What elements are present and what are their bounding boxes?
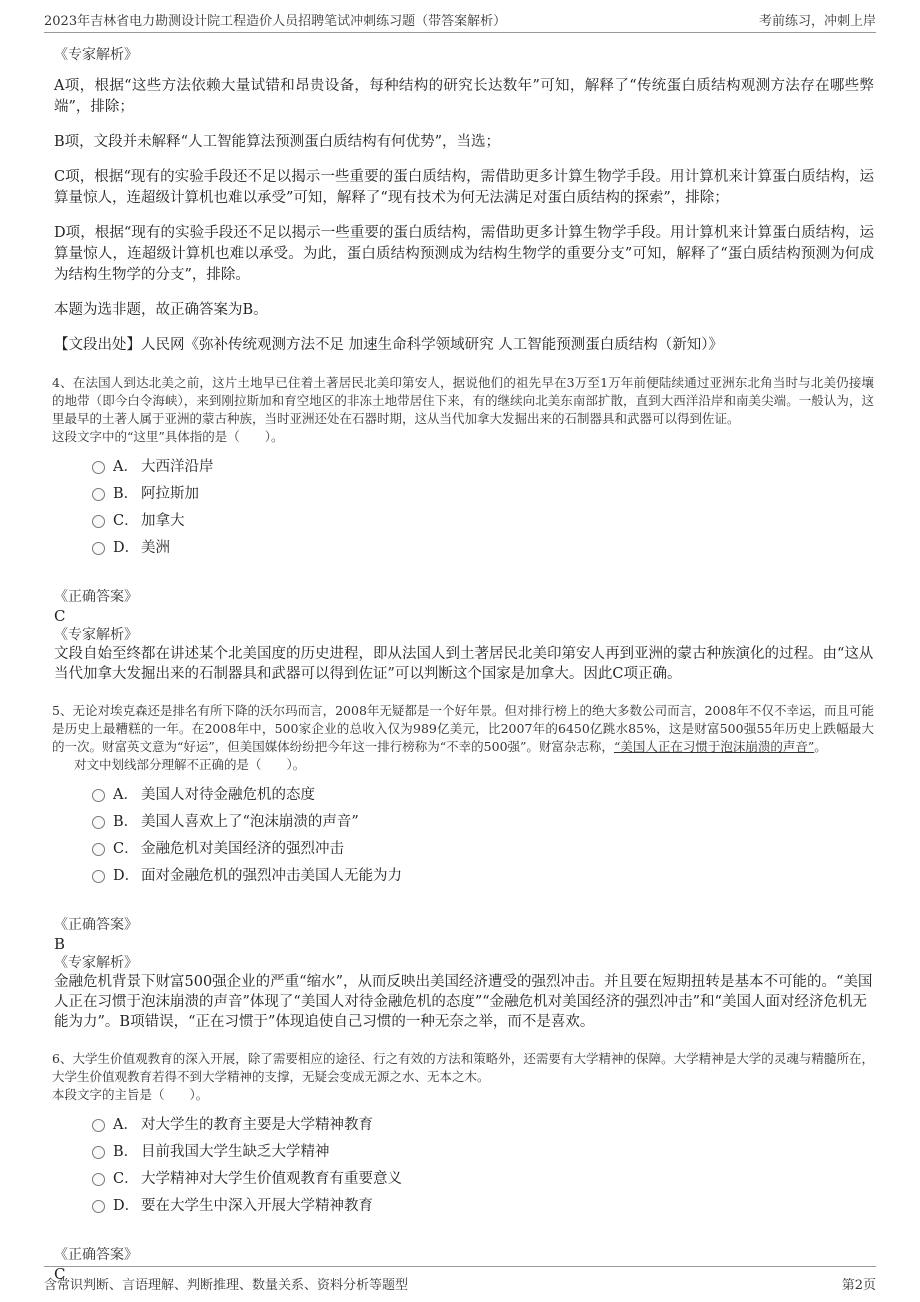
radio-icon[interactable] (92, 843, 105, 856)
question-prompt: 本段文字的主旨是（ ）。 (52, 1087, 209, 1102)
option-letter: B． (113, 814, 139, 830)
option-text: 目前我国大学生缺乏大学精神 (141, 1144, 330, 1160)
radio-icon[interactable] (92, 461, 105, 474)
question-text (52, 1050, 874, 1104)
question-body: 5、无论对埃克森还是排名有所下降的沃尔玛而言，2008年无疑都是一个好年景。但对排行榜上的绝大多数公司而言，2008年不仅不幸运，而且可能是历史上最糟糕的一年。在2008年中，500家企业的总收入仅为989亿美元，比2007年的6450亿跳水85%，这是财富500强55年历史上跌幅最大的一次。财富英文意为“好运”，但美国媒体纷纷把今年这一排行榜称为“不幸的500强”。财富杂志称， (52, 703, 874, 754)
question-5 (54, 702, 874, 1032)
option-text: 加拿大 (141, 513, 185, 529)
option-text: 要在大学生中深入开展大学精神教育 (141, 1198, 373, 1214)
option-b[interactable] (92, 807, 874, 834)
option-letter: D． (113, 1198, 140, 1214)
source-citation: 【文段出处】人民网《弥补传统观测方法不足 加速生命科学领域研究 人工智能预测蛋白质结构（新知）》 (54, 337, 723, 353)
answer-value: C (54, 607, 66, 625)
footer-note: 含常识判断、言语理解、判断推理、数量关系、资料分析等题型 (44, 1278, 409, 1293)
option-list (92, 452, 874, 560)
question-body: 4、在法国人到达北美之前，这片土地早已住着土著居民北美印第安人，据说他们的祖先早在3万至1万年前便陆续通过亚洲东北角当时与北美仍接壤的地带（即今白令海峡），来到刚拉斯加和育空地区的非冻土地带居住下来，有的继续向北美东南部扩散，直到大西洋沿岸和南美尖端。一般认为，这里最早的土著人属于亚洲的蒙古种族，当时亚洲还处在石器时期，这从当代加拿大发掘出来的石制器具和武器可以得到佐证。 (52, 375, 874, 426)
radio-icon[interactable] (92, 870, 105, 883)
option-text: 美国人喜欢上了“泡沫崩溃的声音” (141, 814, 359, 830)
option-a[interactable] (92, 780, 874, 807)
radio-icon[interactable] (92, 515, 105, 528)
underlined-phrase: “美国人正在习惯于泡沫崩溃的声音” (613, 739, 815, 754)
analysis-text: 金融危机背景下财富500强企业的严重“缩水”，从而反映出美国经济遭受的强烈冲击。并且要在短期扭转是基本不可能的。“美国人正在习惯于泡沫崩溃的声音”体现了“美国人对待金融危机的态度”“金融危机对美国经济的强烈冲击”和“美国人面对经济危机无能为力”。B项错误，“正在习惯于”体现追使自己习惯的一种无奈之举，而不是喜欢。 (54, 974, 873, 1030)
option-c[interactable] (92, 506, 874, 533)
option-list (92, 1110, 874, 1218)
option-letter: C． (113, 513, 139, 529)
analysis-heading: 《专家解析》 (54, 955, 138, 971)
question-prompt: 对文中划线部分理解不正确的是（ ）。 (74, 757, 306, 772)
page-header (44, 10, 876, 33)
option-text: 美国人对待金融危机的态度 (141, 787, 315, 803)
option-letter: B． (113, 486, 139, 502)
answer-heading: 《正确答案》 (54, 917, 138, 933)
radio-icon[interactable] (92, 1119, 105, 1132)
option-b[interactable] (92, 479, 874, 506)
question-6 (54, 1050, 874, 1284)
option-text: 大学精神对大学生价值观教育有重要意义 (141, 1171, 402, 1187)
analysis-b: B项，文段并未解释“人工智能算法预测蛋白质结构有何优势”，当选； (54, 134, 500, 150)
option-d[interactable] (92, 533, 874, 560)
option-letter: A． (113, 1117, 138, 1133)
answer-value: C (54, 1265, 66, 1283)
option-text: 美洲 (141, 540, 170, 556)
answer-heading: 《正确答案》 (54, 589, 138, 605)
answer-value: B (54, 935, 66, 953)
page-number: 第2页 (841, 1278, 876, 1293)
option-letter: A． (113, 787, 138, 803)
option-text: 面对金融危机的强烈冲击美国人无能为力 (141, 868, 402, 884)
answer-heading: 《正确答案》 (54, 1247, 138, 1263)
page-content (54, 44, 874, 1284)
option-c[interactable] (92, 834, 874, 861)
radio-icon[interactable] (92, 488, 105, 501)
radio-icon[interactable] (92, 816, 105, 829)
option-text: 阿拉斯加 (141, 486, 199, 502)
option-letter: D． (113, 540, 140, 556)
question-body: 6、大学生价值观教育的深入开展，除了需要相应的途径、行之有效的方法和策略外，还需要有大学精神的保障。大学精神是大学的灵魂与精髓所在，大学生价值观教育若得不到大学精神的支撑，无疑会变成无源之水、无本之木。 (52, 1051, 874, 1084)
option-d[interactable] (92, 861, 874, 888)
radio-icon[interactable] (92, 789, 105, 802)
analysis-conclusion: 本题为选非题，故正确答案为B。 (54, 302, 268, 318)
question-body-end: 。 (814, 739, 827, 754)
header-slogan: 考前练习，冲刺上岸 (758, 14, 876, 29)
option-text: 金融危机对美国经济的强烈冲击 (141, 841, 344, 857)
document-title: 2023年吉林省电力勘测设计院工程造价人员招聘笔试冲刺练习题（带答案解析） (44, 14, 507, 29)
option-d[interactable] (92, 1191, 874, 1218)
option-letter: D． (113, 868, 140, 884)
option-text: 对大学生的教育主要是大学精神教育 (141, 1117, 373, 1133)
option-letter: A． (113, 459, 138, 475)
option-letter: B． (113, 1144, 139, 1160)
analysis-heading: 《专家解析》 (54, 47, 138, 63)
question-text (52, 702, 874, 774)
radio-icon[interactable] (92, 542, 105, 555)
option-list (92, 780, 874, 888)
option-b[interactable] (92, 1137, 874, 1164)
option-letter: C． (113, 841, 139, 857)
option-a[interactable] (92, 452, 874, 479)
question-text (52, 374, 874, 446)
analysis-text: 文段自始至终都在讲述某个北美国度的历史进程，即从法国人到土著居民北美印第安人再到亚洲的蒙古种族演化的过程。由“这从当代加拿大发掘出来的石制器具和武器可以得到佐证”可以判断这个国家是加拿大。因此C项正确。 (54, 646, 874, 682)
radio-icon[interactable] (92, 1200, 105, 1213)
analysis-heading: 《专家解析》 (54, 627, 138, 643)
option-text: 大西洋沿岸 (141, 459, 214, 475)
analysis-d: D项，根据“现有的实验手段还不足以揭示一些重要的蛋白质结构，需借助更多计算生物学手段。用计算机来计算蛋白质结构，运算量惊人，连超级计算机也难以承受。为此，蛋白质结构预测成为结构生物学的重要分支”可知，解释了“蛋白质结构预测为何成为结构生物学的分支”，排除。 (54, 225, 874, 283)
radio-icon[interactable] (92, 1173, 105, 1186)
radio-icon[interactable] (92, 1146, 105, 1159)
question-4 (54, 374, 874, 684)
page-footer (44, 1266, 876, 1293)
option-letter: C． (113, 1171, 139, 1187)
analysis-a: A项，根据“这些方法依赖大量试错和昂贵设备，每种结构的研究长达数年”可知，解释了“传统蛋白质结构观测方法存在哪些弊端”，排除； (54, 78, 874, 115)
option-c[interactable] (92, 1164, 874, 1191)
analysis-c: C项，根据“现有的实验手段还不足以揭示一些重要的蛋白质结构，需借助更多计算生物学手段。用计算机来计算蛋白质结构，运算量惊人，连超级计算机也难以承受”可知，解释了“现有技术为何无法满足对蛋白质结构的探索”，排除； (54, 169, 874, 206)
option-a[interactable] (92, 1110, 874, 1137)
question-prompt: 这段文字中的“这里”具体指的是（ ）。 (52, 429, 284, 444)
